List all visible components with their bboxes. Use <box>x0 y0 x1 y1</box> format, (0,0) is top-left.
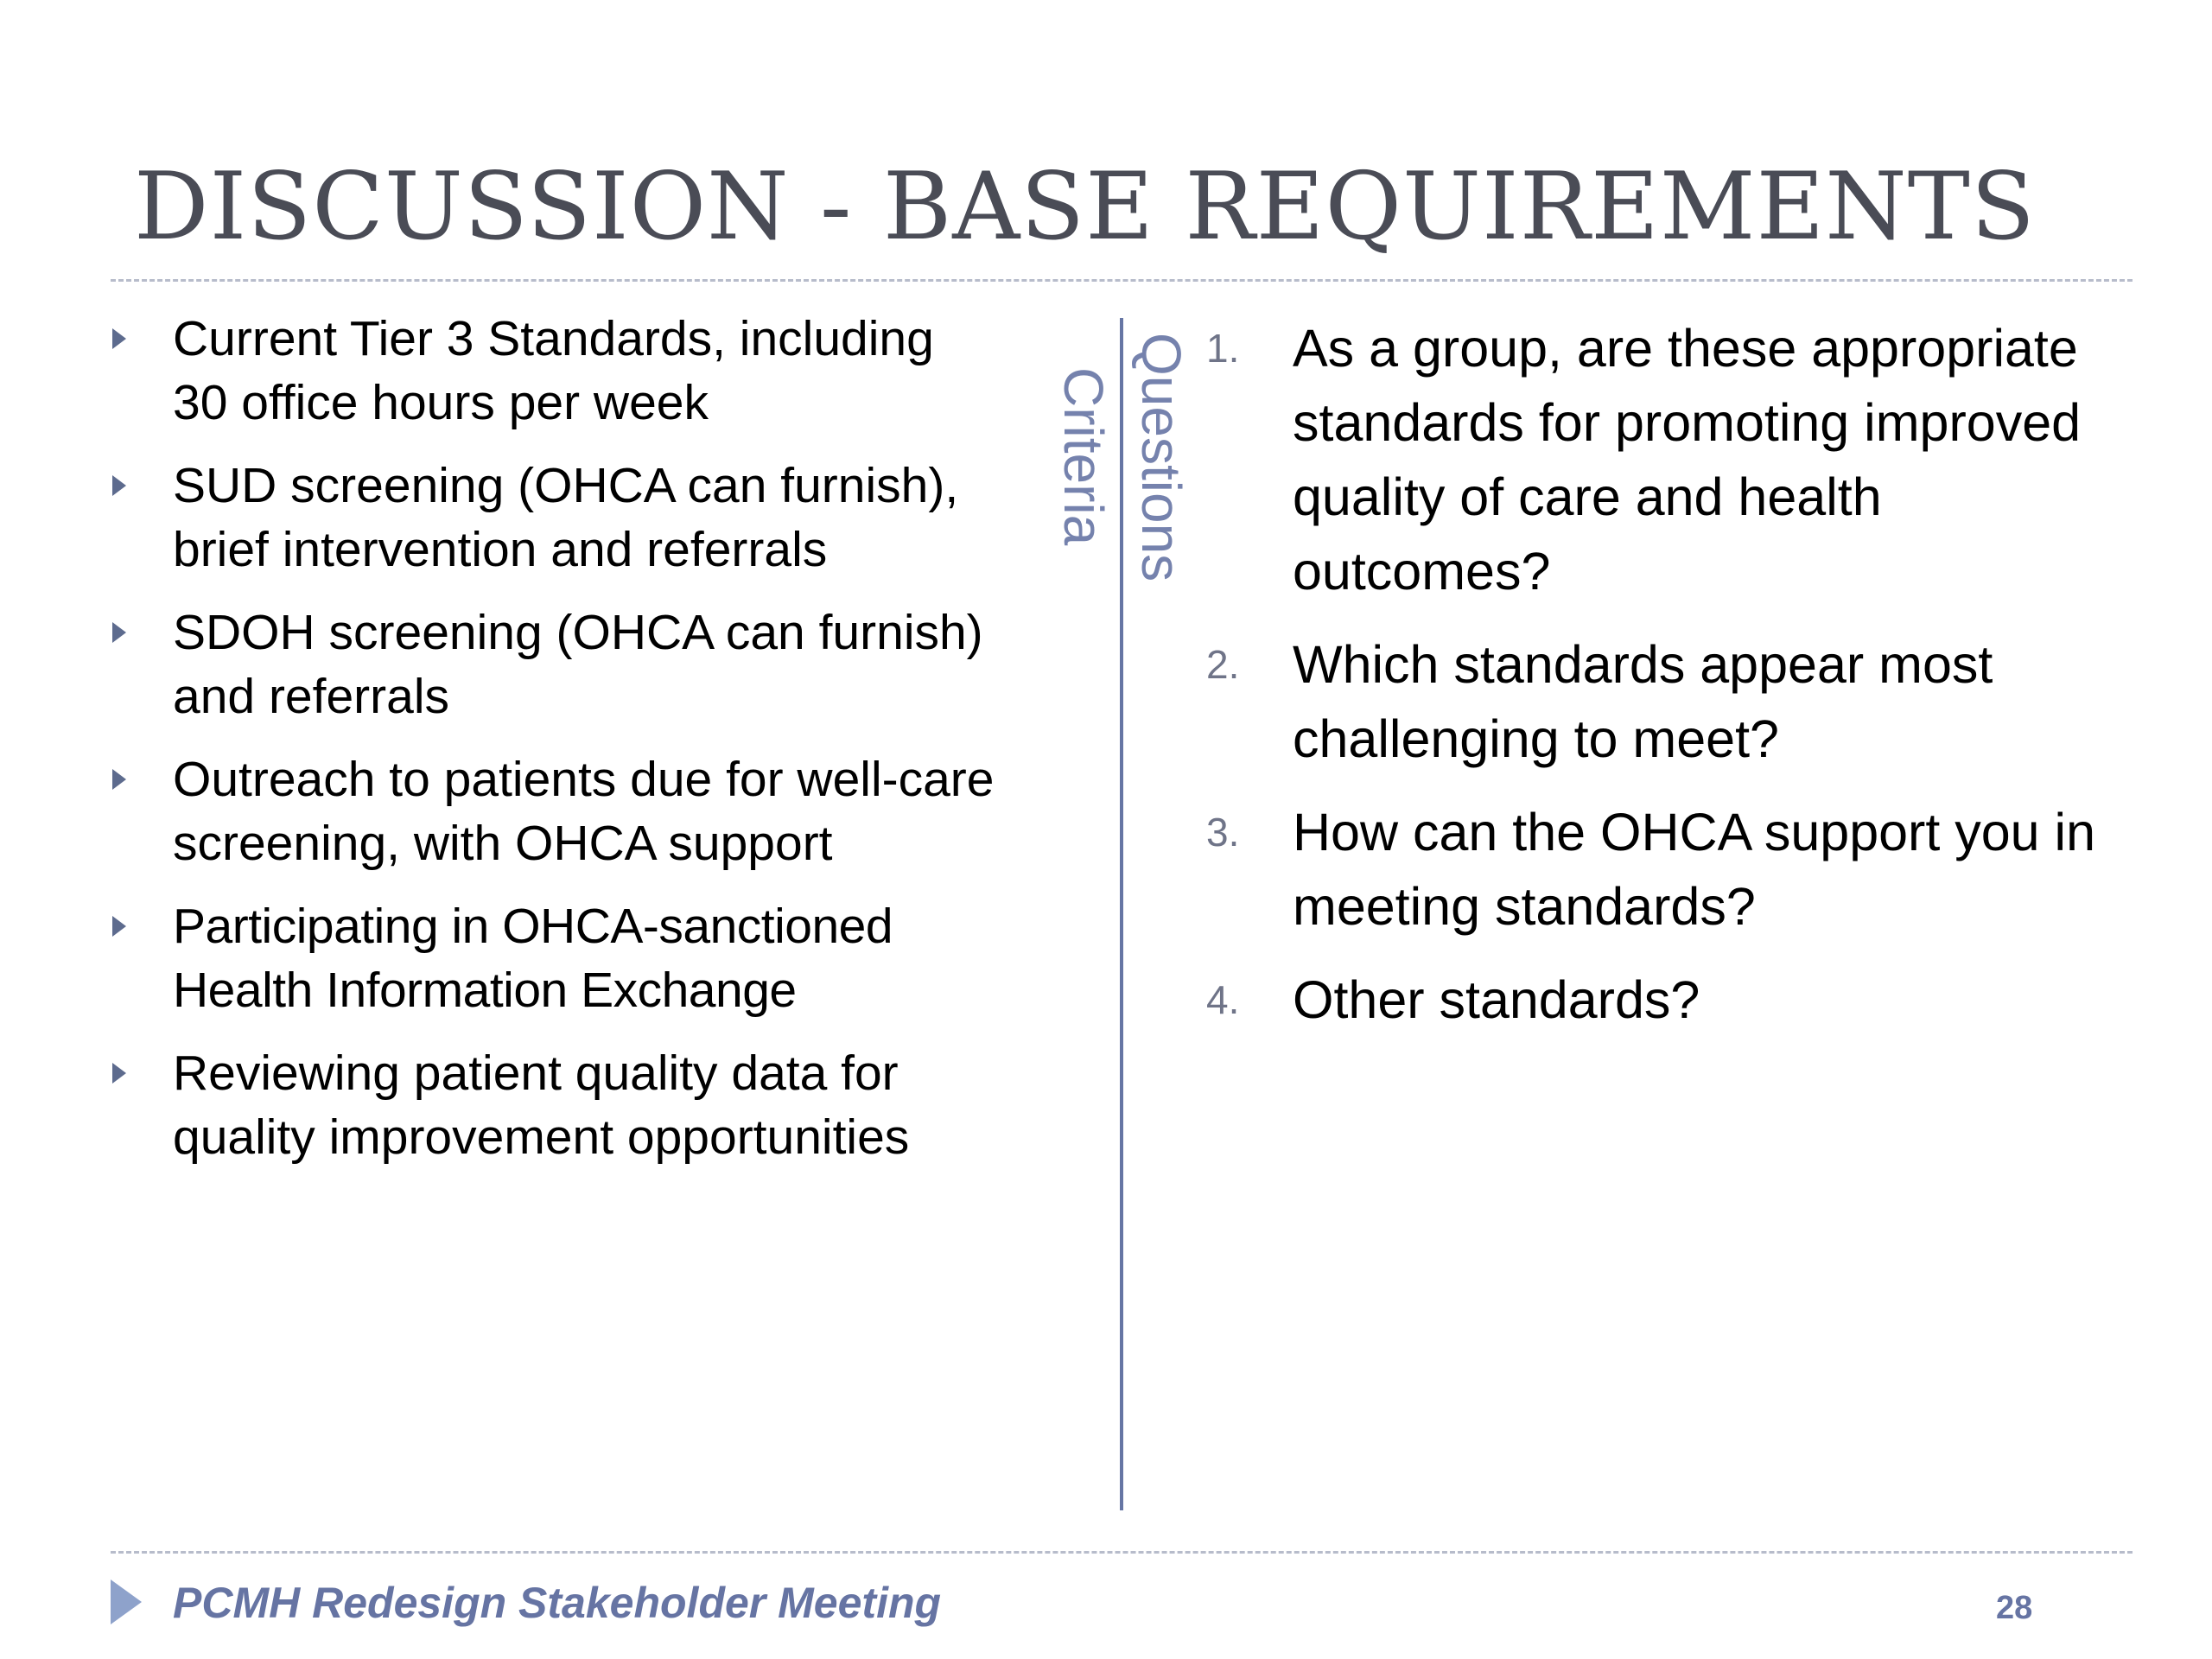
criteria-text: SDOH screening (OHCA can furnish) and referrals <box>173 605 983 724</box>
column-divider <box>1120 318 1123 1510</box>
criteria-text: Participating in OHCA-sanctioned Health Information Exchange <box>173 899 893 1018</box>
question-item <box>1206 795 2105 944</box>
question-item <box>1206 963 2105 1037</box>
criteria-item <box>104 747 1002 875</box>
triangle-bullet-icon <box>112 1063 126 1084</box>
criteria-item <box>104 307 1002 435</box>
criteria-vertical-label: Criteria <box>1052 367 1115 546</box>
triangle-bullet-icon <box>112 916 126 937</box>
question-number: 1. <box>1206 326 1240 371</box>
slide-title: DISCUSSION - BASE REQUIREMENTS <box>134 153 2036 261</box>
question-text: As a group, are these appropriate standards for promoting improved quality of care and health outcomes? <box>1293 319 2082 601</box>
footer-text: PCMH Redesign Stakeholder Meeting <box>173 1579 942 1627</box>
questions-list <box>1206 311 2105 1056</box>
page-number: 28 <box>1996 1590 2033 1626</box>
triangle-bullet-icon <box>112 475 126 496</box>
questions-vertical-label: Questions <box>1130 333 1192 582</box>
criteria-item <box>104 454 1002 582</box>
triangle-bullet-icon <box>112 328 126 349</box>
question-number: 3. <box>1206 810 1240 855</box>
criteria-text: Current Tier 3 Standards, including 30 office hours per week <box>173 311 934 430</box>
question-number: 2. <box>1206 642 1240 687</box>
triangle-bullet-icon <box>112 622 126 643</box>
top-divider <box>111 279 2133 282</box>
triangle-arrow-icon <box>111 1580 142 1624</box>
question-item <box>1206 627 2105 776</box>
criteria-item <box>104 601 1002 728</box>
question-number: 4. <box>1206 977 1240 1022</box>
criteria-text: SUD screening (OHCA can furnish), brief intervention and referrals <box>173 458 959 577</box>
bottom-divider <box>111 1551 2133 1554</box>
triangle-bullet-icon <box>112 769 126 790</box>
question-text: How can the OHCA support you in meeting standards? <box>1293 803 2096 936</box>
question-text: Which standards appear most challenging to meet? <box>1293 635 1993 768</box>
question-text: Other standards? <box>1293 970 1700 1029</box>
criteria-list <box>104 307 1002 1188</box>
criteria-item <box>104 1041 1002 1169</box>
criteria-item <box>104 894 1002 1022</box>
criteria-text: Outreach to patients due for well-care screening, with OHCA support <box>173 752 995 871</box>
question-item <box>1206 311 2105 608</box>
criteria-text: Reviewing patient quality data for quality improvement opportunities <box>173 1046 910 1165</box>
